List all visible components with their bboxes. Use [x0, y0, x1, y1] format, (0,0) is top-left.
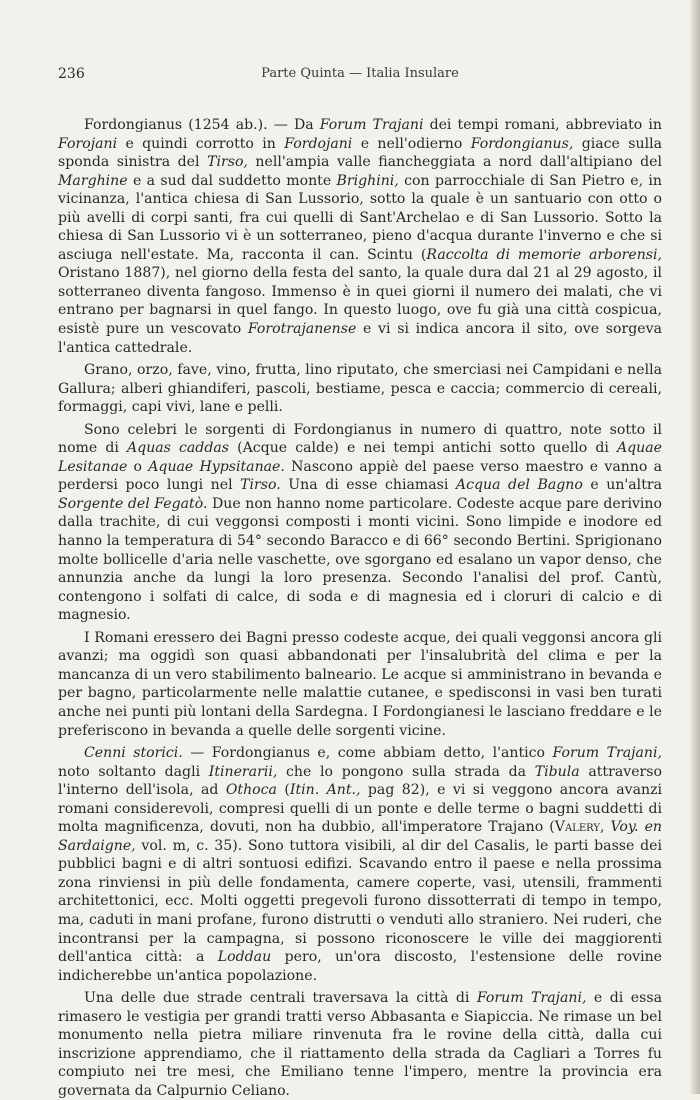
- paragraph: [58, 629, 662, 740]
- italic-run: Fordongianus,: [470, 135, 574, 152]
- text-run: Una di esse chiamasi: [280, 477, 456, 494]
- italic-run: Acqua del Bagno: [455, 477, 583, 494]
- italic-run: Sorgente del Fegatò.: [58, 495, 208, 512]
- text-run: pero, un'ora discosto, l'estensione delle rovine indicherebbe un'antica popolazione.: [58, 949, 663, 984]
- text-run: con parrocchiale di San Pietro e, in vicinanza, l'antica chiesa di San Lussorio, sotto la quale è un santuario con otto o più avelli di corpi santi, fra cui quelli di Sant'Archelao e di San Lussorio. Sotto la chiesa di San Lussorio vi è un sotterraneo, pieno d'acqua durante l'inverno e che si asciuga nell'estate. Ma, racconta il can. Scintu (: [58, 172, 662, 263]
- italic-run: Aquae Lesitanae: [58, 440, 662, 475]
- paragraph: [58, 361, 662, 417]
- italic-run: Itin. Ant.,: [289, 782, 361, 799]
- text-run: Oristano 1887), nel giorno della festa del santo, la quale dura dal 21 al 29 agosto, il sotterraneo diventa fangoso. Immenso è in quei giorni il numero dei malati, che vi entrano per bagnarsi in quel fango. In questo luogo, ove fu già una città cospicua, esistè pure un vescovato: [58, 265, 662, 338]
- italic-run: Tirso.: [240, 477, 281, 494]
- text-run: (: [276, 782, 290, 799]
- page-number: 236: [58, 66, 85, 82]
- italic-run: Forum Trajani: [319, 117, 424, 133]
- page-edge-shadow: [690, 0, 700, 1094]
- text-run: Una delle due strade centrali traversava la città di: [84, 990, 477, 1007]
- text-run: Due non hanno nome particolare. Codeste acque pare derivino dalla trachite, di cui veggonsi composti i monti vicini. Sono limpide e inodore ed hanno la temperatura di 54° secondo Baracco e di 66° secondo Bertini. Sprigionano molte bollicelle d'aria nelle vaschette, ove sgorgano ed esalano un vapor denso, che annunzia anche da lungi la loro presenza. Secondo l'analisi del prof. Cantù, contengono i solfati di calce, di soda e di magnesia ed i cloruri di calcio e di magnesio.: [58, 495, 662, 624]
- italic-run: Loddau: [217, 949, 272, 966]
- italic-run: Brighini,: [336, 172, 399, 189]
- italic-run: Marghine: [58, 172, 128, 189]
- text-run: pag 82), e vi si veggono ancora avanzi romani considerevoli, compresi quelli di un ponte e delle terme o bagni suddetti di molta magnificenza, dovuti, non ha dubbio, all'imperatore Trajano (: [58, 782, 662, 836]
- italic-run: Raccolta di memorie arborensi,: [426, 246, 662, 263]
- running-title: Parte Quinta — Italia Insulare: [261, 66, 459, 81]
- text-run: nell'ampia valle fiancheggiata a nord dall'altipiano del: [247, 154, 663, 171]
- italic-run: Aquas caddas: [127, 440, 229, 457]
- text-run: e vi si indica ancora il sito, ove sorgeva l'antica cattedrale.: [58, 321, 662, 356]
- paragraph: [58, 989, 662, 1100]
- italic-run: Forum Trajani,: [552, 745, 662, 762]
- text-run: e a sud dal suddetto monte: [127, 172, 337, 189]
- text-run: Nascono appiè del paese verso maestro e vanno a perdersi poco lungi nel: [58, 458, 662, 494]
- body-text: [58, 116, 662, 1100]
- italic-run: Tirso,: [207, 154, 248, 171]
- text-run: Sono celebri le sorgenti di Fordongianus in numero di quattro, note sotto il nome di: [58, 421, 662, 457]
- italic-run: Voy. en Sardaigne,: [58, 819, 662, 854]
- italic-run: Forum Trajani,: [476, 990, 587, 1007]
- text-run: o: [127, 458, 149, 475]
- italic-run: Forotrajanense: [247, 321, 357, 338]
- text-run: — Fordongianus e, come abbiam detto, l'antico: [182, 745, 553, 762]
- text-run: dei tempi romani, abbreviato in: [423, 117, 662, 133]
- text-run: che lo pongono sulla strada da: [277, 763, 535, 780]
- text-run: e nell'odierno: [352, 135, 471, 152]
- text-run: I Romani eressero dei Bagni presso codeste acque, dei quali veggonsi ancora gli avanzi; ma oggidì son quasi abbandonati per l'insalubrità del clima e per la mancanza di un vero stabilimento balneario. Le acque si amministrano in bevanda e per bagno, particolarmente nelle malattie cutanee, e spedisconsi in vasi ben turati anche nei punti più lontani della Sardegna. I Fordongianesi le lasciano freddare e le preferiscono in bevanda a quelle delle sorgenti vicine.: [58, 629, 662, 739]
- text-run: giace sulla sponda sinistra del: [58, 135, 662, 171]
- italic-run: Itinerarii,: [208, 763, 278, 780]
- text-run: Valery: [554, 819, 600, 836]
- text-run: e di essa rimasero le vestigia per grandi tratti verso Abbasanta e Siapiccia. Ne rimase un bel monumento nella pietra miliare rinvenuta fra le rovine della città, dalla cui inscrizione apprendiamo, che il riattamento della strada da Cagliari a Torres fu compiuto nei tre mesi, che Emiliano tenne l'impero, mentre la provincia era governata da Calpurnio Celiano.: [58, 990, 662, 1099]
- text-run: e un'altra: [582, 477, 662, 494]
- italic-run: Cenni storici.: [84, 745, 183, 762]
- text-run: attraverso l'interno dell'isola, ad: [58, 763, 662, 799]
- text-run: Fordongianus (1254 ab.). — Da: [84, 117, 320, 133]
- page-header: [58, 66, 662, 86]
- text-run: noto soltanto dagli: [58, 763, 209, 780]
- italic-run: Aquae Hypsitanae.: [148, 458, 285, 475]
- text-run: ,: [599, 819, 611, 836]
- text-run: e quindi corrotto in: [117, 135, 285, 152]
- italic-run: Forojani: [58, 135, 118, 152]
- text-run: vol. m, c. 35). Sono tuttora visibili, al dir del Casalis, le parti basse dei pubblici bagni e di altri sontuosi edifizi. Scavando entro il paese e nella prossima zona rinviensi in più delle fondamenta, camere coperte, vasi, utensili, frammenti architettonici, ecc. Molti oggetti pregevoli furono dissotterrati di tempo in tempo, ma, caduti in mani profane, furono distrutti o venduti allo straniero. Nei ruderi, che incontransi per la campagna, si possono riconoscere le ville dei maggiorenti dell'antica città: a: [58, 837, 662, 966]
- italic-run: Tibula: [534, 763, 580, 780]
- text-run: (Acque calde) e nei tempi antichi sotto quello di: [229, 440, 617, 457]
- italic-run: Fordojani: [284, 135, 353, 152]
- paragraph: [58, 116, 662, 357]
- paragraph: [58, 744, 662, 985]
- text-run: Grano, orzo, fave, vino, frutta, lino riputato, che smerciasi nei Campidani e nella Gallura; alberi ghiandiferi, pascoli, bestiame, pesca e caccia; commercio di cereali, formaggi, capi vivi, lane e pelli.: [58, 362, 662, 416]
- italic-run: Othoca: [225, 782, 277, 799]
- paragraph: [58, 421, 662, 625]
